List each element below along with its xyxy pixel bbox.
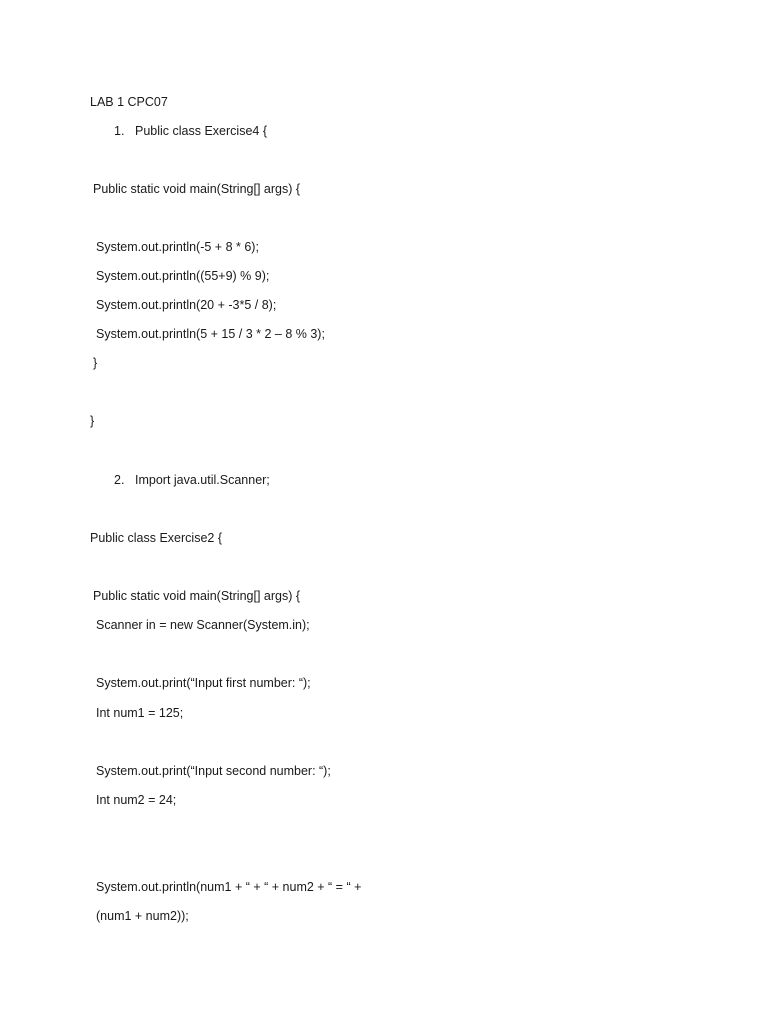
ex1-code-line-2: System.out.println((55+9) % 9); bbox=[96, 269, 270, 283]
ex1-main-declaration: Public static void main(String[] args) { bbox=[93, 182, 301, 196]
ex2-print-second: System.out.print(“Input second number: “); bbox=[96, 764, 331, 778]
ex1-code-line-4: System.out.println(5 + 15 / 3 * 2 – 8 % 3); bbox=[96, 327, 325, 341]
list-number-2: 2. bbox=[114, 473, 125, 487]
ex1-close-outer-brace: } bbox=[90, 414, 95, 428]
ex2-println-line-b: (num1 + num2)); bbox=[96, 909, 189, 923]
ex1-code-line-1: System.out.println(-5 + 8 * 6); bbox=[96, 240, 259, 254]
ex1-close-inner-brace: } bbox=[93, 356, 98, 370]
ex2-print-first: System.out.print(“Input first number: “); bbox=[96, 676, 311, 690]
ex2-scanner-line: Scanner in = new Scanner(System.in); bbox=[96, 618, 310, 632]
ex2-num2-line: Int num2 = 24; bbox=[96, 793, 177, 807]
ex2-main-declaration: Public static void main(String[] args) { bbox=[93, 589, 301, 603]
document-title: LAB 1 CPC07 bbox=[90, 95, 168, 109]
list-number-1: 1. bbox=[114, 124, 125, 138]
ex2-println-line-a: System.out.println(num1 + “ + “ + num2 + “ = “ + bbox=[96, 880, 362, 894]
ex2-num1-line: Int num1 = 125; bbox=[96, 706, 184, 720]
list-item-1-text: Public class Exercise4 { bbox=[135, 124, 268, 138]
list-item-2-text: Import java.util.Scanner; bbox=[135, 473, 270, 487]
ex1-code-line-3: System.out.println(20 + -3*5 / 8); bbox=[96, 298, 277, 312]
ex2-class-declaration: Public class Exercise2 { bbox=[90, 531, 223, 545]
